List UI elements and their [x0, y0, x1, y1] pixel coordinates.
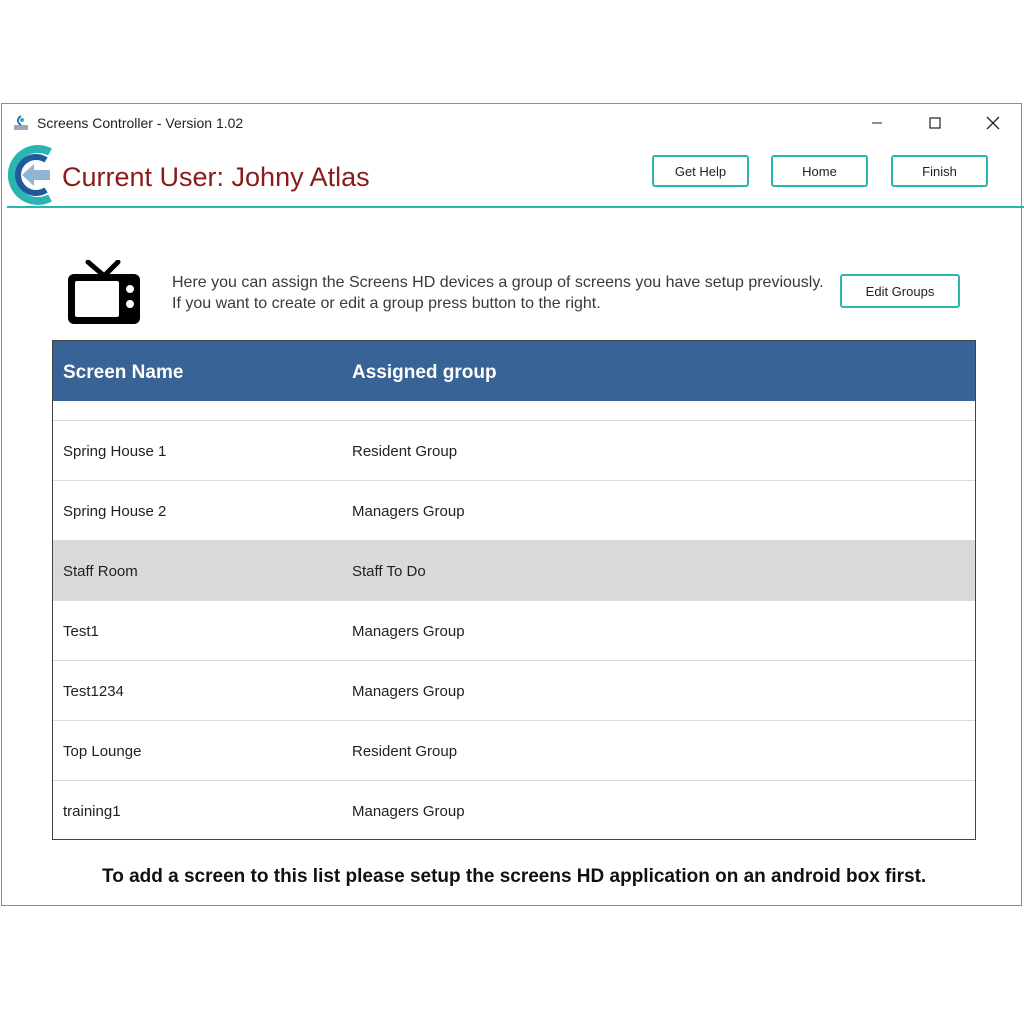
assigned-group-cell: Resident Group: [352, 443, 458, 460]
current-user-title: Current User: Johny Atlas: [62, 162, 370, 192]
assigned-group-cell: Staff To Do: [352, 563, 426, 580]
maximize-button[interactable]: [912, 108, 958, 138]
finish-button[interactable]: Finish: [891, 155, 988, 187]
app-icon: [12, 114, 30, 132]
table-body: [53, 401, 975, 840]
assigned-group-cell: Resident Group: [352, 743, 458, 760]
table-row[interactable]: [53, 421, 975, 481]
table-header: [53, 341, 975, 401]
maximize-icon: [929, 117, 941, 129]
minimize-button[interactable]: [854, 108, 900, 138]
screen-name-cell: training1: [63, 803, 121, 820]
logo-icon: [4, 142, 60, 208]
window-title: Screens Controller - Version 1.02: [37, 115, 244, 131]
header-divider: [7, 206, 1024, 208]
screen-name-cell: Spring House 1: [63, 443, 167, 460]
screen-name-cell: Staff Room: [63, 563, 138, 580]
table-row[interactable]: [53, 481, 975, 541]
assigned-group-cell: Managers Group: [352, 803, 465, 820]
table-row-selected[interactable]: [53, 541, 975, 601]
assigned-group-cell: Managers Group: [352, 683, 465, 700]
table-row[interactable]: [53, 601, 975, 661]
column-header-assigned-group[interactable]: Assigned group: [352, 362, 497, 383]
assigned-group-cell: Managers Group: [352, 623, 465, 640]
close-icon: [986, 116, 1000, 130]
table-spacer-row: [53, 401, 975, 421]
intro-text: Here you can assign the Screens HD devices a group of screens you have setup previously. If you want to create or edit a group press button to the right.: [172, 274, 824, 312]
get-help-button[interactable]: Get Help: [652, 155, 749, 187]
table-row[interactable]: [53, 661, 975, 721]
screens-table: [52, 340, 976, 840]
app-window: [1, 103, 1022, 906]
home-button[interactable]: Home: [771, 155, 868, 187]
tv-icon: [66, 260, 142, 326]
title-bar[interactable]: [2, 104, 1021, 142]
table-row[interactable]: [53, 721, 975, 781]
screen-name-cell: Spring House 2: [63, 503, 167, 520]
close-button[interactable]: [970, 108, 1016, 138]
screen-name-cell: Test1234: [63, 683, 124, 700]
column-header-screen-name[interactable]: Screen Name: [63, 362, 184, 383]
edit-groups-button[interactable]: Edit Groups: [840, 274, 960, 308]
table-row[interactable]: [53, 781, 975, 840]
screen-name-cell: Test1: [63, 623, 99, 640]
assigned-group-cell: Managers Group: [352, 503, 465, 520]
footer-note: To add a screen to this list please setup the screens HD application on an android box first.: [102, 866, 927, 887]
screen-name-cell: Top Lounge: [63, 743, 142, 760]
minimize-icon: [871, 117, 883, 129]
